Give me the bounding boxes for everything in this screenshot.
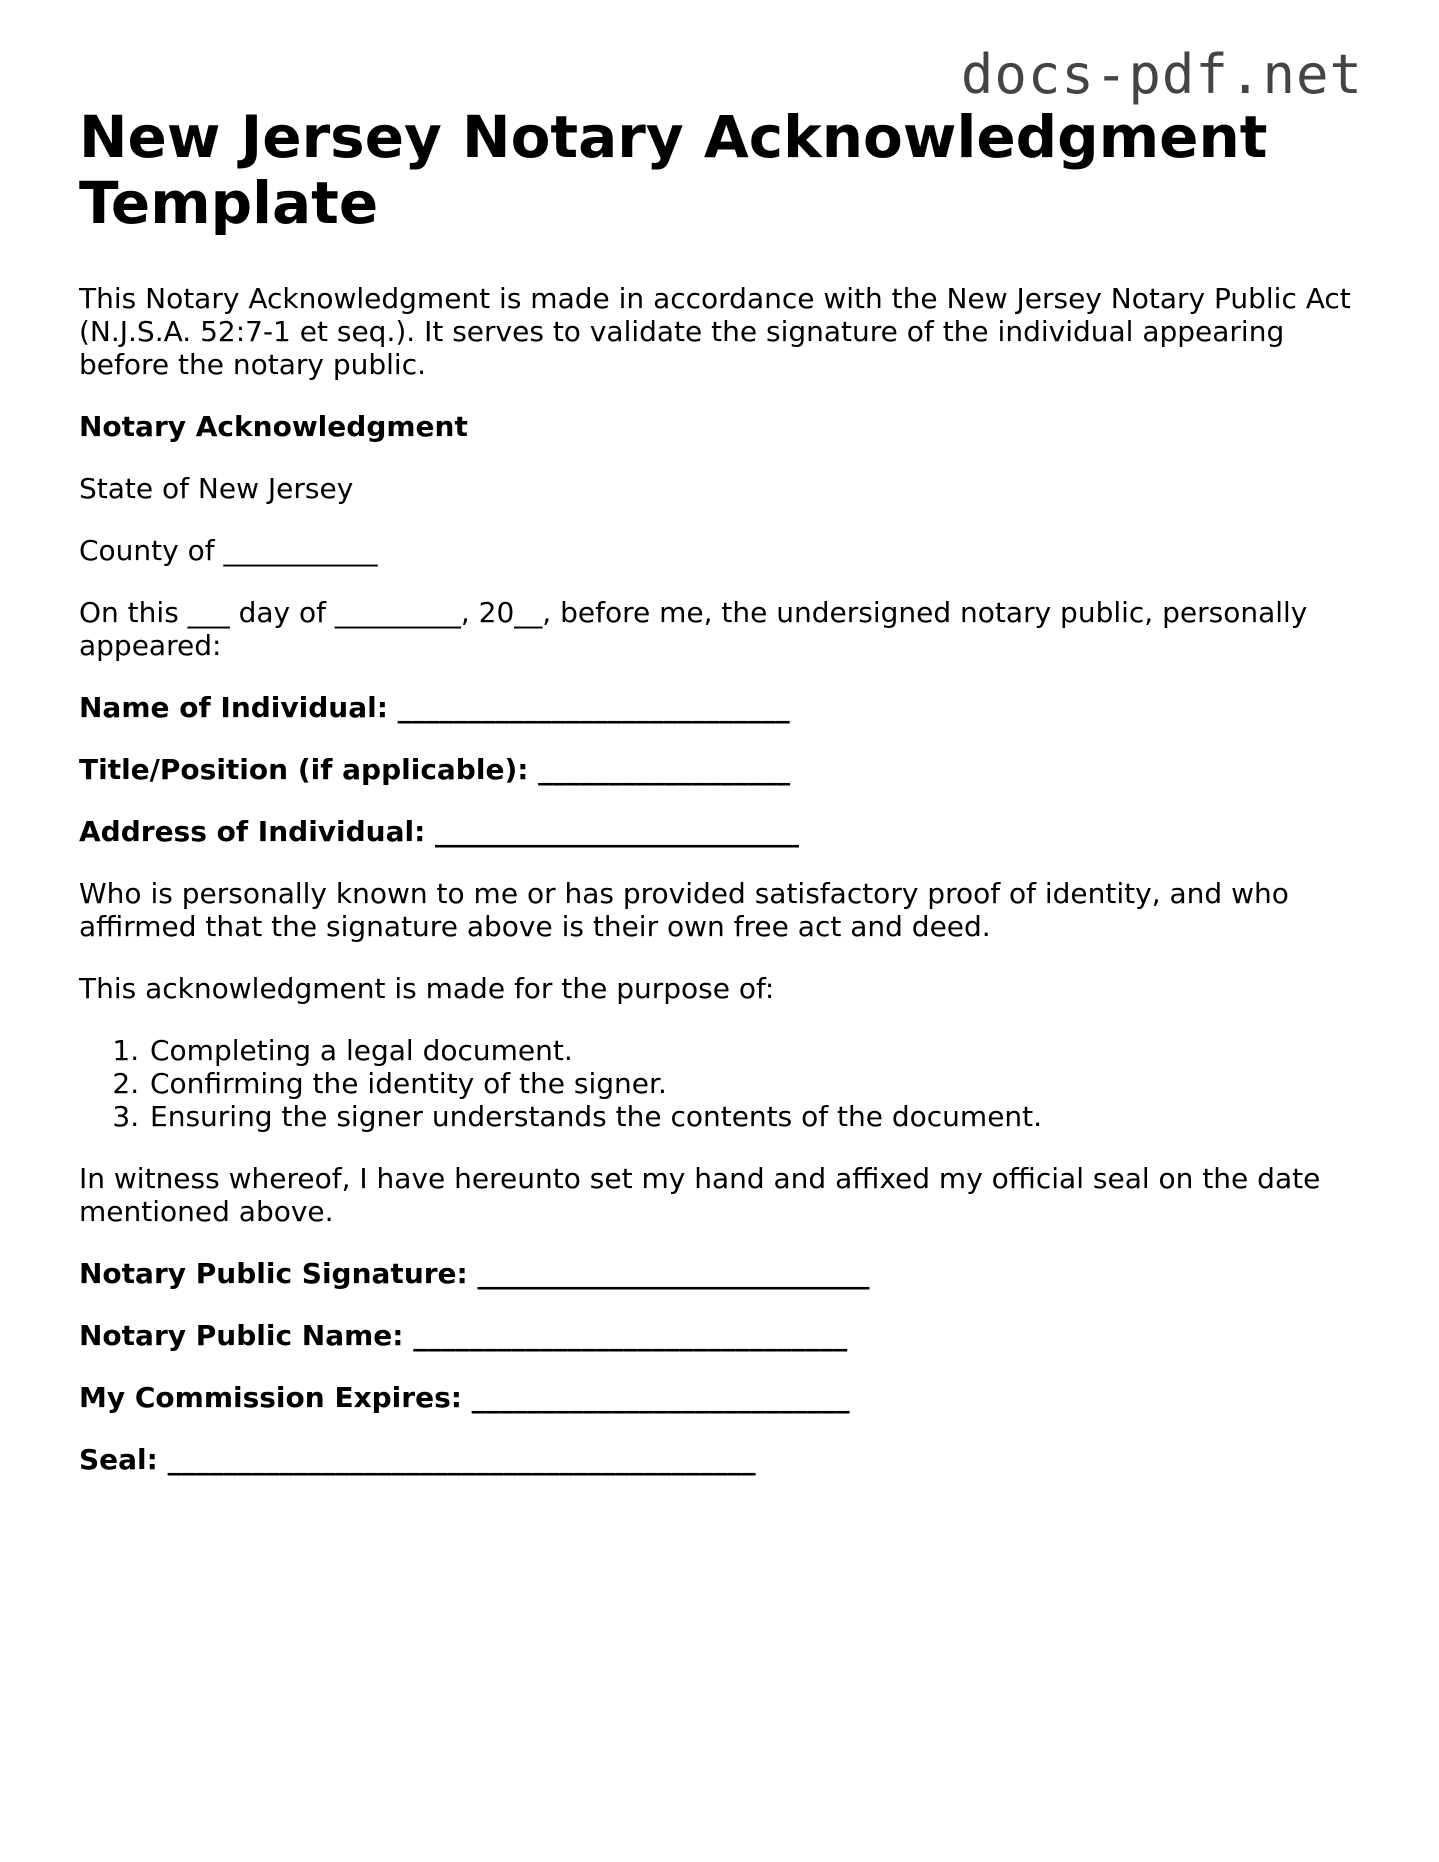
document-page xyxy=(79,104,1369,1476)
field-title-position: Title/Position (if applicable): __________________ xyxy=(79,753,791,786)
field-seal: Seal: __________________________________________ xyxy=(79,1443,756,1476)
page-title: New Jersey Notary Acknowledgment Template xyxy=(79,103,1268,237)
affirmation-paragraph: Who is personally known to me or has provided satisfactory proof of identity, and who affirmed that the signature above is their own free act and deed. xyxy=(79,877,1289,943)
list-item: 1. Completing a legal document. xyxy=(148,1034,1369,1067)
intro-paragraph: This Notary Acknowledgment is made in accordance with the New Jersey Notary Public Act (N.J.S.A. 52:7-1 et seq.). It serves to validate the signature of the individual appearing before the notary public. xyxy=(79,282,1351,381)
date-line: On this ___ day of _________, 20__, before me, the undersigned notary public, personally appeared: xyxy=(79,596,1308,662)
list-item: 3. Ensuring the signer understands the contents of the document. xyxy=(148,1100,1369,1133)
field-notary-name: Notary Public Name: _______________________________ xyxy=(79,1319,848,1352)
section-heading: Notary Acknowledgment xyxy=(79,410,468,443)
state-line: State of New Jersey xyxy=(79,472,354,505)
county-line: County of ___________ xyxy=(79,534,378,567)
field-name-of-individual: Name of Individual: ____________________________ xyxy=(79,691,790,724)
list-item: 2. Confirming the identity of the signer. xyxy=(148,1067,1369,1100)
purpose-list xyxy=(79,1034,1369,1133)
field-notary-signature: Notary Public Signature: ____________________________ xyxy=(79,1257,870,1290)
watermark: docs-pdf.net xyxy=(960,43,1363,106)
witness-paragraph: In witness whereof, I have hereunto set my hand and affixed my official seal on the date mentioned above. xyxy=(79,1162,1321,1228)
purpose-intro: This acknowledgment is made for the purpose of: xyxy=(79,972,775,1005)
field-commission-expires: My Commission Expires: ___________________________ xyxy=(79,1381,850,1414)
field-address-of-individual: Address of Individual: __________________________ xyxy=(79,815,800,848)
